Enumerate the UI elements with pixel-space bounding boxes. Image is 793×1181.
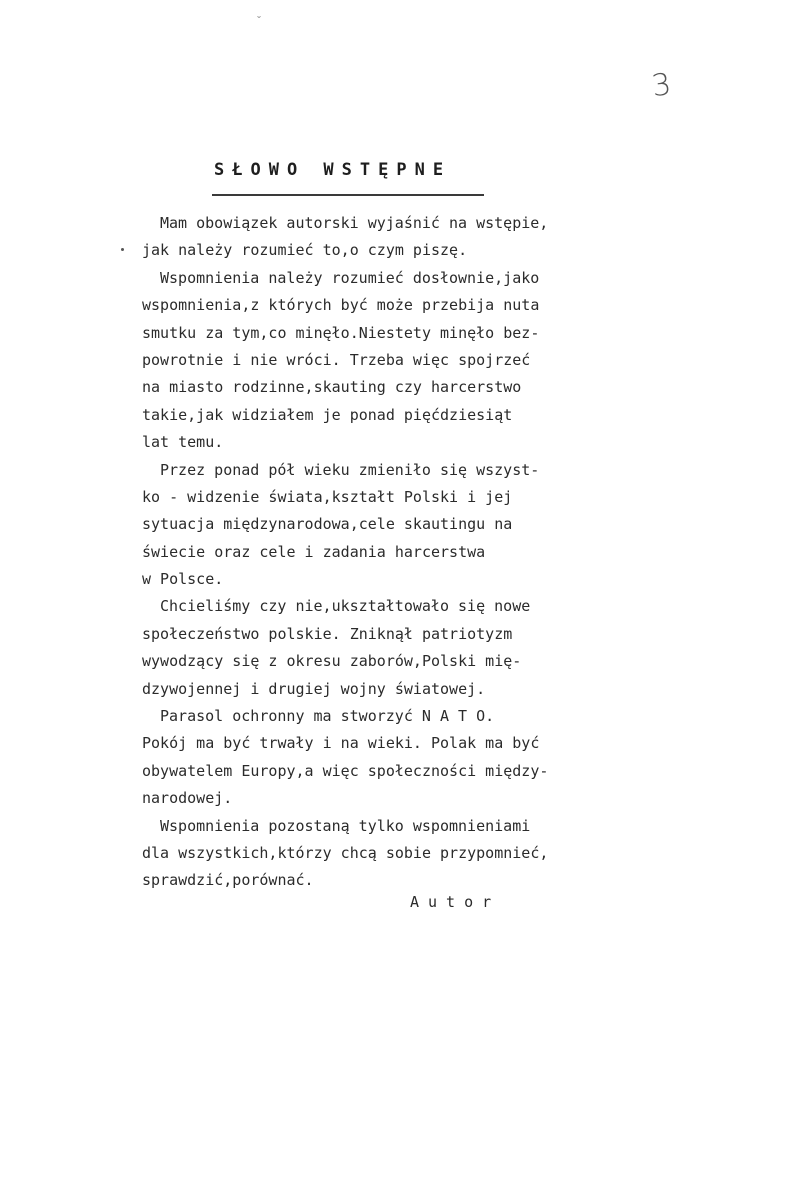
text-line: Parasol ochronny ma stworzyć N A T O. <box>160 707 495 726</box>
text-line: narodowej. <box>142 789 233 808</box>
text-line: społeczeństwo polskie. Zniknął patriotyzm <box>142 624 513 643</box>
text-line: dla wszystkich,którzy chcą sobie przypomnieć, <box>142 843 549 862</box>
text-line: sprawdzić,porównać. <box>142 871 314 890</box>
text-line: wspomnienia,z których być może przebija nuta <box>142 296 540 315</box>
text-line: Pokój ma być trwały i na wieki. Polak ma być <box>142 734 540 753</box>
text-line: Wspomnienia należy rozumieć dosłownie,jako <box>160 268 540 287</box>
margin-mark <box>121 248 124 251</box>
text-line: takie,jak widziałem je ponad pięćdziesiąt <box>142 405 513 424</box>
scan-speck: ˘ <box>256 16 263 27</box>
title-underline <box>212 194 484 196</box>
text-line: Chcieliśmy czy nie,ukształtowało się nowe <box>160 597 531 616</box>
author-signature: Autor <box>410 893 501 911</box>
text-line: obywatelem Europy,a więc społeczności między- <box>142 761 549 780</box>
text-line: sytuacja międzynarodowa,cele skautingu na <box>142 515 513 534</box>
text-line: lat temu. <box>142 433 224 452</box>
text-line: jak należy rozumieć to,o czym piszę. <box>142 241 468 260</box>
text-line: smutku za tym,co minęło.Niestety minęło bez- <box>142 323 540 342</box>
page-number: 3 <box>649 66 674 105</box>
body-text <box>142 210 642 895</box>
text-line: w Polsce. <box>142 570 224 589</box>
text-line: Przez ponad pół wieku zmieniło się wszyst- <box>160 460 540 479</box>
text-line: ko - widzenie świata,kształt Polski i jej <box>142 487 513 506</box>
text-line: dzywojennej i drugiej wojny światowej. <box>142 679 486 698</box>
page-title: SŁOWO WSTĘPNE <box>214 160 452 180</box>
text-line: wywodzący się z okresu zaborów,Polski mię- <box>142 652 522 671</box>
text-line: na miasto rodzinne,skauting czy harcerstwo <box>142 378 522 397</box>
text-line: Wspomnienia pozostaną tylko wspomnieniami <box>160 816 531 835</box>
text-line: Mam obowiązek autorski wyjaśnić na wstępie, <box>160 214 549 232</box>
text-line: świecie oraz cele i zadania harcerstwa <box>142 542 486 561</box>
text-line: powrotnie i nie wróci. Trzeba więc spojrzeć <box>142 350 531 369</box>
